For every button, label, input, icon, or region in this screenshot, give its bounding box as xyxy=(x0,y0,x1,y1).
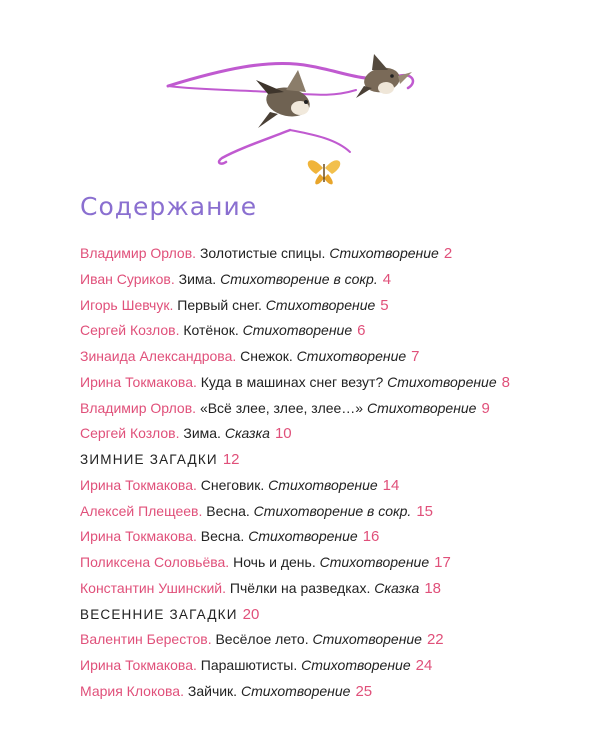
toc-title: Весёлое лето. xyxy=(215,631,309,648)
toc-author: Владимир Орлов. xyxy=(80,245,197,261)
toc-genre: Стихотворение xyxy=(301,657,411,673)
toc-author: Владимир Орлов. xyxy=(80,399,197,416)
toc-author: Константин Ушинский. xyxy=(80,579,227,596)
toc-genre: Стихотворение в сокр. xyxy=(253,502,412,519)
toc-author: Сергей Козлов. xyxy=(80,322,180,339)
toc-author: Зинаида Александрова. xyxy=(80,348,237,364)
toc-row xyxy=(80,576,510,602)
bird-icon xyxy=(256,70,312,128)
toc-genre: Стихотворение xyxy=(329,245,439,261)
toc-title: Котёнок. xyxy=(183,322,239,339)
toc-author: Игорь Шевчук. xyxy=(80,296,174,313)
toc-row xyxy=(80,473,510,499)
toc-row xyxy=(80,524,510,550)
toc-title: Пчёлки на разведках. xyxy=(229,579,371,596)
toc-page-number: 7 xyxy=(411,348,420,365)
toc-title: Весна. xyxy=(206,502,250,519)
toc-genre: Стихотворение xyxy=(242,322,353,339)
toc-row xyxy=(80,241,510,267)
toc-author: Ирина Токмакова. xyxy=(80,476,197,493)
toc-genre: Стихотворение xyxy=(387,373,497,390)
toc-genre: Стихотворение xyxy=(268,476,378,493)
toc-page-number: 25 xyxy=(355,682,373,700)
toc-title: Снеговик. xyxy=(200,476,265,493)
toc-section-row xyxy=(80,447,510,473)
toc-row xyxy=(80,267,510,293)
toc-row xyxy=(80,396,510,422)
toc-title: Парашютисты. xyxy=(200,657,298,673)
toc-row xyxy=(80,370,510,396)
toc-page-number: 10 xyxy=(274,425,292,443)
toc-page-number: 24 xyxy=(415,657,433,674)
toc-author: Сергей Козлов. xyxy=(80,425,180,442)
toc-page-number: 15 xyxy=(416,502,434,520)
toc-page-number: 12 xyxy=(222,451,240,468)
toc-title: Зима. xyxy=(183,425,221,442)
page-title: Содержание xyxy=(80,192,258,221)
toc-title: Первый снег. xyxy=(177,296,262,313)
toc-author: Иван Суриков. xyxy=(80,270,175,287)
toc-page-number: 6 xyxy=(357,322,366,340)
toc-section-title: ВЕСЕННИЕ ЗАГАДКИ xyxy=(80,606,238,622)
toc-section-title: ЗИМНИЕ ЗАГАДКИ xyxy=(80,452,218,467)
bird-icon xyxy=(356,54,412,98)
toc-page-number: 20 xyxy=(242,605,260,623)
toc-page-number: 18 xyxy=(424,579,442,597)
toc-row xyxy=(80,318,510,344)
toc-section-row xyxy=(80,602,510,628)
toc-author: Ирина Токмакова. xyxy=(80,657,197,673)
toc-genre: Сказка xyxy=(374,579,420,596)
toc-row xyxy=(80,679,510,705)
toc-page-number: 17 xyxy=(434,554,451,571)
toc-author: Мария Клокова. xyxy=(80,682,184,699)
toc-author: Валентин Берестов. xyxy=(80,631,212,648)
toc-title: Куда в машинах снег везут? xyxy=(200,373,384,390)
toc-author: Ирина Токмакова. xyxy=(80,528,197,545)
toc-title: Золотистые спицы. xyxy=(199,245,326,261)
toc-title: Весна. xyxy=(200,528,245,545)
toc-row xyxy=(80,627,510,653)
header-illustration xyxy=(160,40,430,195)
toc-row xyxy=(80,653,510,679)
toc-page-number: 14 xyxy=(382,476,400,494)
toc-page-number: 2 xyxy=(443,245,453,262)
toc-row xyxy=(80,344,510,370)
toc-page-number: 8 xyxy=(501,373,510,391)
toc-genre: Сказка xyxy=(224,425,270,442)
toc-genre: Стихотворение xyxy=(366,399,477,416)
toc-page-number: 4 xyxy=(382,270,392,288)
toc-row xyxy=(80,550,510,576)
toc-row xyxy=(80,293,510,319)
toc-page-number: 22 xyxy=(426,631,444,649)
toc-row xyxy=(80,499,510,525)
toc-title: Снежок. xyxy=(240,348,293,364)
table-of-contents xyxy=(80,241,510,705)
toc-author: Поликсена Соловьёва. xyxy=(80,554,230,570)
toc-genre: Стихотворение xyxy=(240,682,351,699)
toc-page-number: 9 xyxy=(481,399,490,417)
toc-page-number: 5 xyxy=(380,296,389,314)
toc-genre: Стихотворение xyxy=(319,554,430,570)
toc-title: Зима. xyxy=(178,270,217,287)
butterfly-icon xyxy=(308,160,340,184)
toc-genre: Стихотворение в сокр. xyxy=(220,270,378,287)
toc-row xyxy=(80,421,510,447)
toc-page-number: 16 xyxy=(362,528,380,546)
toc-title: «Всё злее, злее, злее…» xyxy=(199,399,364,416)
toc-title: Зайчик. xyxy=(187,682,238,699)
toc-author: Ирина Токмакова. xyxy=(80,373,197,390)
toc-author: Алексей Плещеев. xyxy=(80,502,203,519)
toc-genre: Стихотворение xyxy=(296,348,407,364)
toc-genre: Стихотворение xyxy=(248,528,358,545)
toc-genre: Стихотворение xyxy=(265,296,376,313)
toc-title: Ночь и день. xyxy=(233,554,316,570)
toc-genre: Стихотворение xyxy=(312,631,422,648)
